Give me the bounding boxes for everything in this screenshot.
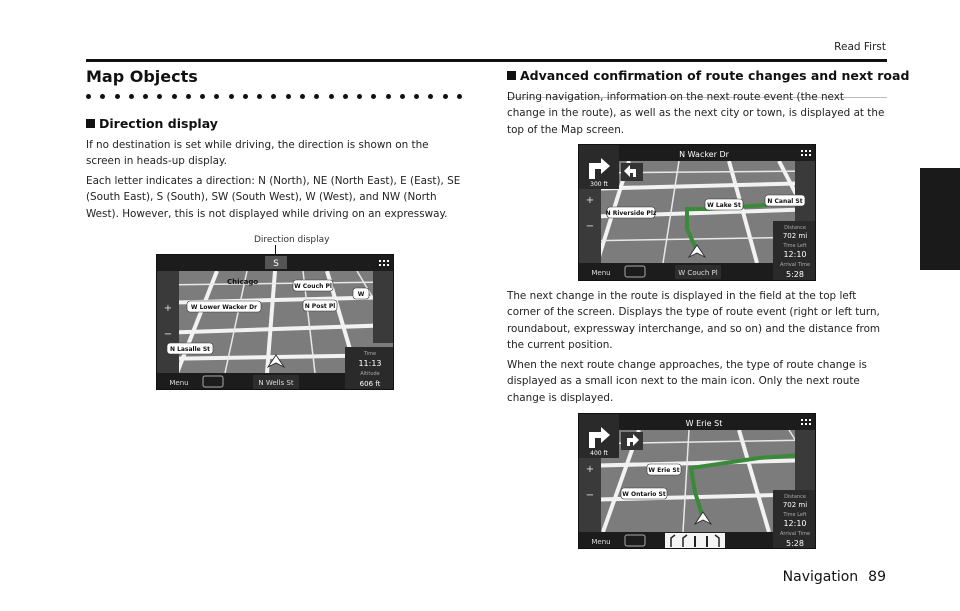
info-value: 12:10 — [783, 250, 807, 259]
heading-letter: S — [273, 259, 279, 269]
page-number: 89 — [868, 569, 886, 585]
zoom-in-icon: + — [585, 195, 595, 206]
square-bullet-icon — [86, 119, 95, 128]
street-label: W Couch Pl — [294, 283, 332, 290]
street-label: N Lasalle St — [169, 346, 211, 353]
dotted-rule — [86, 92, 462, 100]
header-rule — [86, 59, 887, 62]
turn-distance: 400 ft — [590, 450, 608, 457]
street-label: W Ontario St — [622, 491, 666, 498]
street-label: N Canal St — [767, 198, 803, 205]
page-footer — [783, 569, 886, 585]
chapter-tab — [920, 168, 960, 270]
info-label: Arrival Time — [779, 262, 811, 268]
info-value: 702 mi — [782, 232, 808, 240]
info-value: 606 ft — [359, 380, 381, 388]
street-label: W Lake St — [707, 202, 741, 209]
street-label: N Riverside Plz — [605, 210, 657, 217]
subhead-direction-display: Direction display — [86, 116, 218, 131]
info-label: Distance — [784, 225, 806, 231]
current-street: N Wells St — [258, 379, 294, 387]
current-street: W Couch Pl — [678, 269, 718, 277]
info-value: 5:28 — [786, 539, 804, 548]
figure-caption: Direction display — [254, 235, 330, 245]
zoom-out-icon: − — [585, 221, 595, 232]
info-label: Time — [363, 351, 377, 357]
info-label: Arrival Time — [779, 531, 811, 537]
zoom-out-icon: − — [163, 329, 173, 340]
footer-section: Navigation — [782, 569, 859, 585]
next-street: W Erie St — [685, 419, 723, 428]
menu-button[interactable]: Menu — [591, 269, 611, 277]
street-label: N Post Pl — [304, 303, 336, 310]
running-header: Read First — [834, 41, 886, 53]
info-value: 702 mi — [782, 501, 808, 509]
info-label: Time Left — [783, 243, 807, 249]
zoom-in-icon: + — [585, 464, 595, 475]
paragraph: If no destination is set while driving, the direction is shown on the screen in heads-up display. — [86, 139, 429, 168]
turn-distance: 300 ft — [590, 181, 608, 188]
info-label: Time Left — [783, 512, 807, 518]
section-title: Map Objects — [86, 67, 198, 86]
info-value: 5:28 — [786, 270, 804, 279]
map-screenshot-small-icon — [578, 413, 816, 549]
street-label: W — [357, 291, 365, 298]
map-screenshot-route-change — [578, 144, 816, 281]
info-label: Distance — [784, 494, 806, 500]
street-label: W Erie St — [648, 467, 680, 474]
street-label: W Lower Wacker Dr — [190, 304, 258, 311]
subhead-route-changes: Advanced confirmation of route changes and next road — [507, 68, 909, 83]
city-label: Chicago — [227, 278, 259, 286]
lane-guidance — [665, 533, 725, 549]
paragraph: When the next route change approaches, the type of route change is displayed as a small icon next to the main icon. Only the next route change is displayed. — [507, 359, 867, 404]
menu-button[interactable]: Menu — [591, 538, 611, 546]
info-label: Altitude — [360, 371, 380, 377]
paragraph: During navigation, information on the next route event (the next change in the route), as well as the next city or town, is displayed at the top of the Map screen. — [507, 91, 885, 136]
info-value: 11:13 — [358, 359, 382, 368]
paragraph: The next change in the route is displayed in the field at the top left corner of the screen. Displays the type of route event (right or left turn, roundabout, expressway interchange, and so on) and the distance from the current position. — [507, 290, 881, 352]
zoom-in-icon: + — [163, 303, 173, 314]
zoom-out-icon: − — [585, 490, 595, 501]
square-bullet-icon — [507, 71, 516, 80]
paragraph: Each letter indicates a direction: N (North), NE (North East), E (East), SE (South East), S (South), SW (South West), W (West), and NW (North West). However, this is not displayed while driving on an expressway. — [86, 175, 461, 220]
info-value: 12:10 — [783, 519, 807, 528]
menu-button[interactable]: Menu — [169, 379, 189, 387]
next-street: N Wacker Dr — [679, 150, 729, 159]
map-screenshot-direction — [156, 254, 394, 390]
